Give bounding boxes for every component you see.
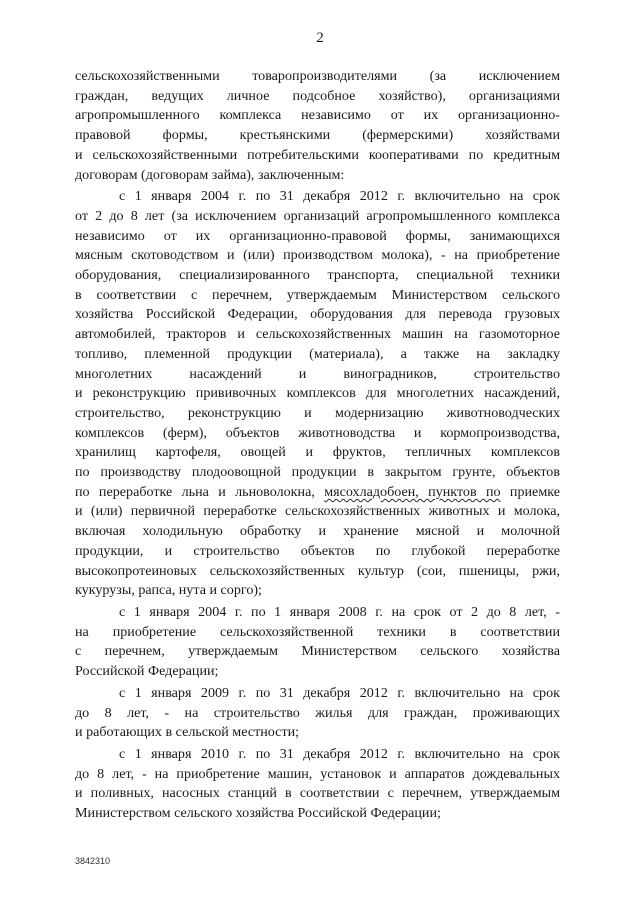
text-line: хозяйства Российской Федерации, оборудования для перевода грузовых — [75, 306, 560, 323]
text-line: в соответствии с перечнем, утверждаемым Министерством сельского — [75, 286, 560, 303]
paragraph-2004-2012 — [75, 187, 560, 601]
text-line: с 1 января 2009 г. по 31 декабря 2012 г. включительно на срок — [119, 684, 560, 701]
text-line: комплексов (ферм), объектов животноводства и кормопроизводства, — [75, 424, 560, 441]
text-line: и (или) первичной переработке сельскохозяйственных животных и молока, — [75, 503, 560, 520]
text-line: продукции, и строительство объектов по глубокой переработке — [75, 542, 560, 559]
text-line: граждан, ведущих личное подсобное хозяйство), организациями — [75, 87, 560, 104]
text-line: топливо, племенной продукции (материала), а также на закладку — [75, 345, 560, 362]
text-line: договорам (договорам займа), заключенным: — [75, 166, 345, 183]
page-number: 2 — [316, 30, 324, 46]
text-line: многолетних насаждений и виноградников, строительство — [75, 365, 560, 382]
text-line: независимо от их организационно-правовой формы, занимающихся — [75, 227, 560, 244]
underlined-fragment: мясохладобоен, пунктов по — [324, 483, 501, 500]
text-line: Министерством сельского хозяйства Российской Федерации; — [75, 805, 441, 822]
text-line: на приобретение сельскохозяйственной техники в соответствии — [75, 623, 560, 640]
text-line: агропромышленного комплекса независимо от их организационно- — [75, 107, 560, 124]
document-code: 3842310 — [75, 856, 111, 866]
text-line: и реконструкцию прививочных комплексов для многолетних насаждений, — [75, 385, 560, 402]
document-body — [75, 67, 560, 826]
text-line: автомобилей, тракторов и сельскохозяйственных машин на газомоторное — [75, 326, 560, 343]
text-line: включая холодильную обработку и хранение мясной и молочной — [75, 523, 560, 540]
text-line: и поливных, насосных станций в соответствии с перечнем, утверждаемым — [75, 785, 560, 802]
text-line: с 1 января 2004 г. по 1 января 2008 г. на срок от 2 до 8 лет, - — [119, 603, 560, 620]
paragraph-intro — [75, 67, 560, 185]
paragraph-2004-2008 — [75, 603, 560, 682]
text-line: сельскохозяйственными товаропроизводителями (за исключением — [75, 68, 560, 84]
text-line: и работающих в сельской местности; — [75, 724, 300, 741]
paragraph-2009-2012 — [75, 684, 560, 743]
text-line: с 1 января 2010 г. по 31 декабря 2012 г. включительно на срок — [119, 745, 560, 762]
text-line: мясным скотоводством и (или) производством молока), - на приобретение — [75, 247, 560, 264]
text-line: по переработке льна и льноволокна, мясохладобоен, пунктов по приемке — [75, 483, 560, 500]
text-line: с 1 января 2004 г. по 31 декабря 2012 г. включительно на срок — [119, 188, 560, 205]
paragraph-2010-2012 — [75, 745, 560, 824]
text-line: по производству плодоовощной продукции в закрытом грунте, объектов — [75, 464, 560, 481]
text-line: от 2 до 8 лет (за исключением организаций агропромышленного комплекса — [75, 207, 560, 224]
text-line: правовой формы, крестьянскими (фермерскими) хозяйствами — [75, 127, 560, 144]
text-line: до 8 лет, - на строительство жилья для граждан, проживающих — [75, 704, 560, 721]
text-line: с перечнем, утверждаемым Министерством сельского хозяйства — [75, 643, 560, 660]
text-line: строительство, реконструкцию и модернизацию животноводческих — [75, 404, 560, 421]
text-line: хранилищ картофеля, овощей и фруктов, тепличных комплексов — [75, 444, 560, 461]
text-line: до 8 лет, - на приобретение машин, установок и аппаратов дождевальных — [75, 765, 560, 782]
text-line: кукурузы, рапса, нута и сорго); — [75, 582, 262, 599]
text-line: высокопротеиновых сельскохозяйственных культур (сои, пшеницы, ржи, — [75, 562, 560, 579]
text-line: оборудования, специализированного транспорта, специальной техники — [75, 267, 560, 284]
text-line: и сельскохозяйственными потребительскими кооперативами по кредитным — [75, 146, 560, 163]
text-line: Российской Федерации; — [75, 663, 219, 680]
